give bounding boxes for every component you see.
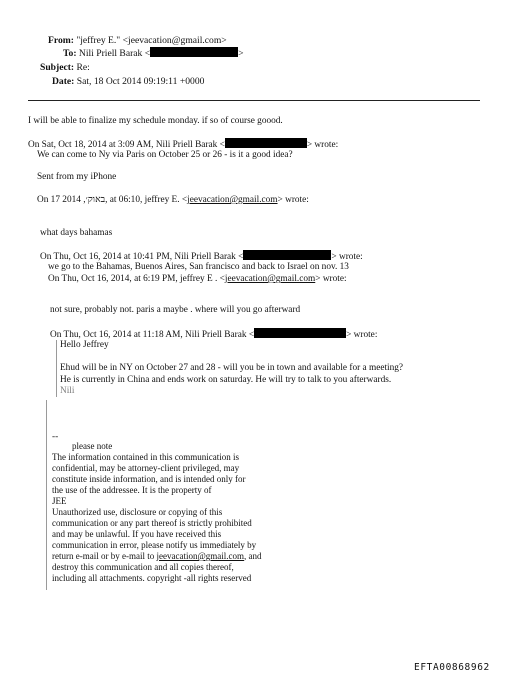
signature-line-6: Unauthorized use, disclosure or copying of this	[52, 507, 223, 517]
signature-return-line	[52, 551, 261, 562]
signature-return-tail: , and	[243, 551, 262, 561]
redaction-box	[225, 138, 307, 148]
to-row	[63, 47, 244, 60]
quote-2-attribution-text: On 17 2014 ,באוק׳, at 06:10, jeffrey E. <	[37, 195, 188, 205]
from-row	[48, 34, 227, 47]
quote-5-signoff: Nili	[60, 386, 75, 396]
quote-3-attribution-text: On Thu, Oct 16, 2014 at 10:41 PM, Nili Priell Barak <	[40, 252, 244, 262]
quote-1-attribution-text: On Sat, Oct 18, 2014 at 3:09 AM, Nili Priell Barak <	[28, 140, 225, 150]
quote-2-attribution	[37, 195, 309, 206]
quote-5-line-1: Ehud will be in NY on October 27 and 28 - will you be in town and available for a meeting?	[60, 363, 404, 373]
quote-4-attribution-text: On Thu, Oct 16, 2014, at 6:19 PM, jeffrey E . <	[48, 274, 225, 284]
to-value: Nili Priell Barak <	[78, 48, 151, 59]
from-label: From:	[48, 35, 74, 46]
quote-4-email-link[interactable]: jeevacation@gmail.com	[224, 274, 316, 284]
quote-4-attribution-tail: > wrote:	[315, 274, 347, 284]
sent-from: Sent from my iPhone	[37, 172, 117, 182]
signature-line-3: constitute inside information, and is intended only for	[52, 474, 246, 484]
signature-line-2: confidential, may be attorney-client privileged, may	[52, 463, 240, 473]
quote-2-email-link[interactable]: jeevacation@gmail.com	[187, 195, 278, 205]
signature-email-link[interactable]: jeevacation@gmail.com	[156, 551, 244, 561]
signature-line-9: communication in error, please notify us immediately by	[52, 540, 257, 550]
signature-last-line: including all attachments. copyright -all rights reserved	[52, 573, 252, 583]
signature-line-8: and may be unlawful. If you have received this	[52, 529, 222, 539]
quote-4-text: not sure, probably not. paris a maybe . where will you go afterward	[50, 305, 301, 315]
quote-1-attribution-tail: > wrote:	[306, 140, 339, 150]
quote-3-attribution-tail: > wrote:	[331, 252, 363, 262]
subject-row	[40, 61, 90, 74]
quote-bar-outer	[46, 400, 47, 590]
signature-line-7: communication or any part thereof is strictly prohibited	[52, 518, 252, 528]
quote-5-hello: Hello Jeffrey	[60, 340, 109, 350]
bates-number: EFTA00868962	[414, 662, 490, 673]
redaction-box	[254, 328, 346, 338]
to-tail: >	[238, 48, 244, 59]
signature-line-4: the use of the addressee. It is the property of	[52, 485, 212, 495]
subject-value: Re:	[76, 62, 90, 73]
quote-5-attribution-text: On Thu, Oct 16, 2014 at 11:18 AM, Nili Priell Barak <	[50, 330, 255, 340]
signature-dashes: --	[52, 432, 59, 442]
from-value: "jeffrey E." <jeevacation@gmail.com>	[76, 35, 227, 46]
quote-3-text: we go to the Bahamas, Buenos Aires, San francisco and back to Israel on nov. 13	[48, 262, 349, 272]
quote-5-line-2: He is currently in China and ends work on saturday. He will try to talk to you afterwards.	[60, 375, 392, 385]
redaction-box	[243, 250, 331, 260]
signature-line-0: please note	[72, 441, 113, 451]
date-label: Date:	[52, 76, 75, 87]
quote-1-text: We can come to Ny via Paris on October 25 or 26 - is it a good idea?	[37, 150, 293, 160]
signature-line-5: JEE	[52, 496, 67, 506]
subject-label: Subject:	[40, 62, 75, 73]
quote-2-attribution-tail: > wrote:	[277, 195, 309, 205]
date-row	[52, 75, 204, 88]
redaction-box	[150, 47, 238, 57]
date-value: Sat, 18 Oct 2014 09:19:11 +0000	[76, 76, 205, 87]
quote-4-attribution	[48, 274, 347, 285]
header-divider	[28, 100, 480, 101]
quote-5-attribution-tail: > wrote:	[346, 330, 378, 340]
body-line-1: I will be able to finalize my schedule monday. if so of course goood.	[28, 116, 283, 126]
signature-return-text: return e-mail or by e-mail to	[52, 551, 157, 561]
to-label: To:	[63, 48, 77, 59]
quote-2-text: what days bahamas	[40, 228, 113, 238]
signature-line-1: The information contained in this communication is	[52, 452, 239, 462]
quote-bar	[56, 340, 57, 397]
signature-destroy-line: destroy this communication and all copies thereof,	[52, 562, 234, 572]
